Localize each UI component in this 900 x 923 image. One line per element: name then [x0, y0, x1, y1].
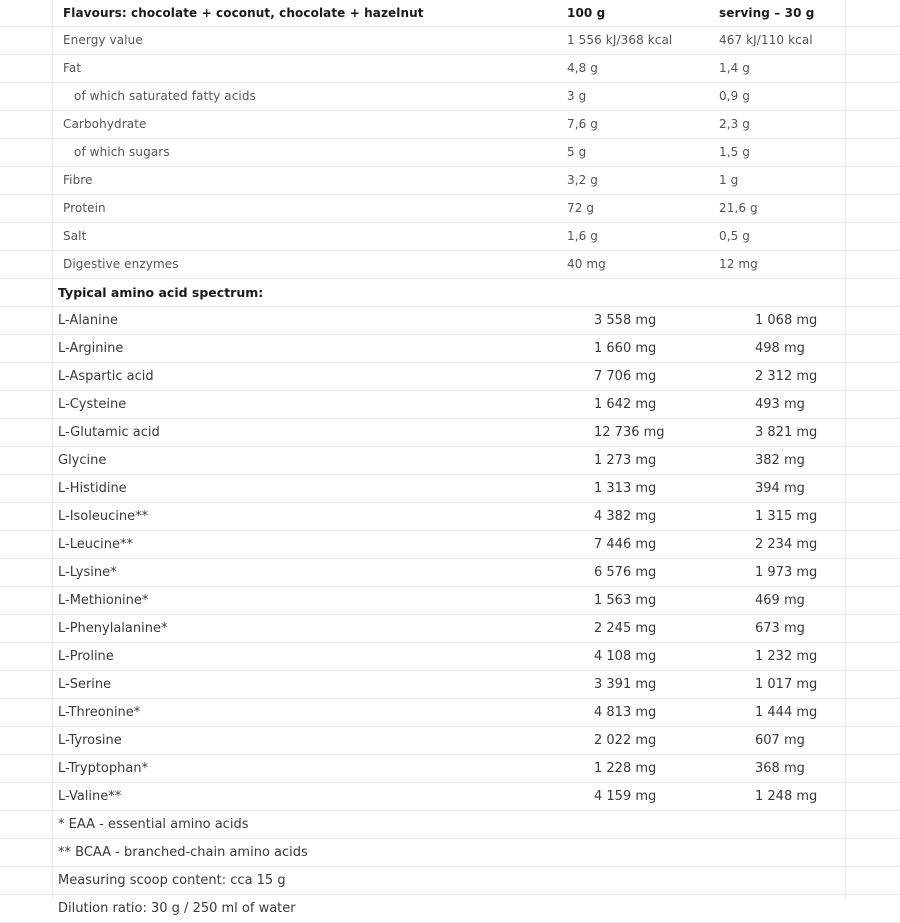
amino-per100: 2 245 mg — [594, 621, 657, 636]
amino-name: L-Methionine* — [58, 593, 149, 608]
amino-per100: 7 706 mg — [594, 369, 657, 384]
amino-serving: 1 232 mg — [755, 649, 818, 664]
nutrient-serving: 21,6 g — [719, 201, 758, 215]
amino-per100: 4 159 mg — [594, 789, 657, 804]
amino-per100: 1 313 mg — [594, 481, 657, 496]
nutrition-row-fibre — [0, 167, 900, 195]
amino-row — [0, 643, 900, 671]
amino-serving: 2 234 mg — [755, 537, 818, 552]
nutrient-serving: 1 g — [719, 173, 739, 187]
nutrient-label: Salt — [63, 229, 87, 243]
amino-row — [0, 335, 900, 363]
nutrient-label: Energy value — [63, 33, 143, 47]
nutrient-serving: 0,9 g — [719, 89, 751, 103]
nutrient-per100: 3,2 g — [567, 173, 599, 187]
nutrient-per100: 40 mg — [567, 257, 606, 271]
amino-per100: 4 813 mg — [594, 705, 657, 720]
amino-per100: 2 022 mg — [594, 733, 657, 748]
amino-serving: 1 068 mg — [755, 313, 818, 328]
per-serving-header: serving – 30 g — [719, 6, 815, 20]
nutrient-serving: 467 kJ/110 kcal — [719, 33, 813, 47]
nutrient-label: Fat — [63, 61, 82, 75]
amino-acid-title: Typical amino acid spectrum: — [58, 285, 264, 300]
amino-per100: 12 736 mg — [594, 425, 665, 440]
footnote-eaa — [0, 811, 900, 839]
nutrient-label: Carbohydrate — [63, 117, 147, 131]
amino-per100: 1 273 mg — [594, 453, 657, 468]
nutrient-serving: 1,4 g — [719, 61, 751, 75]
amino-serving: 382 mg — [755, 453, 805, 468]
amino-per100: 3 391 mg — [594, 677, 657, 692]
nutrient-per100: 1 556 kJ/368 kcal — [567, 33, 673, 47]
amino-row — [0, 559, 900, 587]
amino-name: L-Lysine* — [58, 565, 117, 580]
nutrition-row-protein — [0, 195, 900, 223]
amino-name: L-Glutamic acid — [58, 425, 160, 440]
amino-row — [0, 307, 900, 335]
amino-serving: 493 mg — [755, 397, 805, 412]
amino-per100: 1 563 mg — [594, 593, 657, 608]
amino-serving: 1 315 mg — [755, 509, 818, 524]
nutrient-label: Fibre — [63, 173, 93, 187]
amino-name: L-Tryptophan* — [58, 761, 149, 776]
amino-row — [0, 755, 900, 783]
dilution-ratio-note — [0, 895, 900, 923]
amino-name: L-Cysteine — [58, 397, 127, 412]
amino-per100: 7 446 mg — [594, 537, 657, 552]
amino-name: L-Tyrosine — [58, 733, 122, 748]
amino-row — [0, 391, 900, 419]
footnote-text: Measuring scoop content: cca 15 g — [58, 873, 286, 888]
amino-name: L-Threonine* — [58, 705, 141, 720]
per-100g-header: 100 g — [567, 6, 606, 20]
amino-serving: 2 312 mg — [755, 369, 818, 384]
amino-name: L-Alanine — [58, 313, 118, 328]
amino-name: L-Valine** — [58, 789, 122, 804]
amino-acid-section-title — [0, 279, 900, 307]
amino-row — [0, 475, 900, 503]
footnote-bcaa — [0, 839, 900, 867]
amino-serving: 1 973 mg — [755, 565, 818, 580]
scoop-content-note — [0, 867, 900, 895]
amino-name: L-Histidine — [58, 481, 127, 496]
nutrition-row-carbohydrate — [0, 111, 900, 139]
nutrition-row-digestive-enzymes — [0, 251, 900, 279]
nutrition-row-fat — [0, 55, 900, 83]
amino-row — [0, 503, 900, 531]
amino-row — [0, 363, 900, 391]
footnote-text: ** BCAA - branched-chain amino acids — [58, 845, 308, 860]
amino-per100: 3 558 mg — [594, 313, 657, 328]
amino-per100: 6 576 mg — [594, 565, 657, 580]
amino-serving: 394 mg — [755, 481, 805, 496]
nutrient-per100: 72 g — [567, 201, 595, 215]
amino-per100: 1 642 mg — [594, 397, 657, 412]
amino-serving: 368 mg — [755, 761, 805, 776]
amino-per100: 4 108 mg — [594, 649, 657, 664]
nutrient-serving: 0,5 g — [719, 229, 751, 243]
nutrient-label: of which sugars — [74, 145, 170, 159]
amino-row — [0, 419, 900, 447]
nutrient-label: Protein — [63, 201, 106, 215]
nutrient-label: of which saturated fatty acids — [74, 89, 256, 103]
amino-name: L-Phenylalanine* — [58, 621, 168, 636]
amino-name: L-Serine — [58, 677, 112, 692]
amino-serving: 607 mg — [755, 733, 805, 748]
amino-row — [0, 447, 900, 475]
amino-name: L-Aspartic acid — [58, 369, 154, 384]
footnote-text: Dilution ratio: 30 g / 250 ml of water — [58, 901, 296, 916]
nutrient-per100: 4,8 g — [567, 61, 599, 75]
flavours-header: Flavours: chocolate + coconut, chocolate + hazelnut — [63, 6, 424, 20]
amino-serving: 3 821 mg — [755, 425, 818, 440]
nutrient-per100: 5 g — [567, 145, 587, 159]
amino-per100: 1 228 mg — [594, 761, 657, 776]
nutrient-serving: 1,5 g — [719, 145, 751, 159]
amino-row — [0, 671, 900, 699]
amino-row — [0, 727, 900, 755]
amino-row — [0, 531, 900, 559]
nutrition-table-header — [0, 0, 900, 27]
amino-row — [0, 783, 900, 811]
amino-per100: 1 660 mg — [594, 341, 657, 356]
amino-row — [0, 587, 900, 615]
nutrient-label: Digestive enzymes — [63, 257, 179, 271]
amino-serving: 673 mg — [755, 621, 805, 636]
amino-name: L-Leucine** — [58, 537, 133, 552]
amino-name: L-Arginine — [58, 341, 124, 356]
nutrient-per100: 7,6 g — [567, 117, 599, 131]
amino-serving: 498 mg — [755, 341, 805, 356]
amino-row — [0, 699, 900, 727]
amino-serving: 1 017 mg — [755, 677, 818, 692]
amino-name: L-Isoleucine** — [58, 509, 149, 524]
amino-name: L-Proline — [58, 649, 114, 664]
amino-serving: 1 248 mg — [755, 789, 818, 804]
nutrient-per100: 3 g — [567, 89, 587, 103]
nutrient-serving: 2,3 g — [719, 117, 751, 131]
amino-per100: 4 382 mg — [594, 509, 657, 524]
nutrition-row-sugars — [0, 139, 900, 167]
amino-serving: 469 mg — [755, 593, 805, 608]
amino-name: Glycine — [58, 453, 107, 468]
nutrient-serving: 12 mg — [719, 257, 758, 271]
footnote-text: * EAA - essential amino acids — [58, 817, 249, 832]
amino-serving: 1 444 mg — [755, 705, 818, 720]
nutrition-row-energy — [0, 27, 900, 55]
amino-row — [0, 615, 900, 643]
nutrition-row-salt — [0, 223, 900, 251]
nutrition-row-saturated-fat — [0, 83, 900, 111]
nutrient-per100: 1,6 g — [567, 229, 599, 243]
